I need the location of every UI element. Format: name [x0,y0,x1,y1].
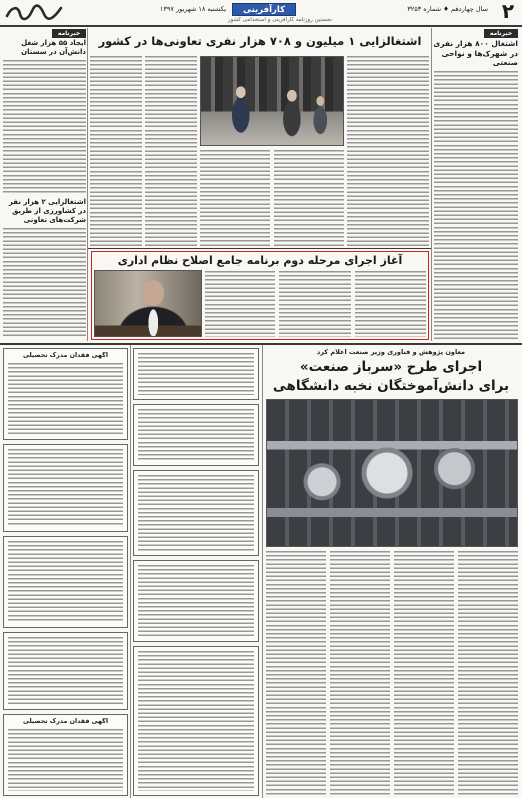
column-divider [431,28,432,341]
classified-ad [133,646,259,796]
classified-ad [133,404,259,466]
classified-ad-text [8,637,123,705]
article-body-text [90,56,142,246]
classified-ad-title: آگهی فقدان مدرک تحصیلی [23,718,108,725]
page-number: ۲ [501,0,515,23]
brief-headline: اشتغالزایی ۲ هزار نفر در کشاورزی از طریق شرکت‌های تعاونی [8,198,86,224]
section-title: کارآفرینی [232,3,296,16]
classified-ad [133,560,259,642]
article-body-text [200,150,270,246]
article-body-text [330,551,390,795]
classified-ad-text [8,541,123,623]
classified-ad [3,444,128,532]
brief-headline: ایجاد ۵۵ هزار شغل دانش‌آن در سستان [21,39,86,56]
article-body-text [355,271,426,337]
classified-ad-title: آگهی فقدان مدرک تحصیلی [23,352,108,359]
article-body-text [205,271,275,337]
section-rule [0,343,522,345]
lead-headline: اشتغالزایی ۱ میلیون و ۷۰۸ هزار نفری تعاونی‌ها در کشور [98,34,422,48]
feature-headline: برای دانش‌آموختگان نخبه دانشگاهی [272,378,510,394]
article-body-text [3,228,86,338]
official-portrait-photo [94,270,202,337]
classified-ad-text [138,353,254,395]
second-article-headline: آغاز اجرای مرحله دوم برنامه جامع اصلاح نظام اداری [117,254,403,267]
classified-ad [3,536,128,628]
classified-ad [133,470,259,556]
classified-ad-text [138,565,254,637]
news-brief-label: خبرنامه [484,29,518,38]
article-body-text [3,60,86,194]
header-rule [0,25,522,27]
article-body-text [347,56,429,246]
classified-ad-text [8,729,123,791]
article-body-text [145,56,197,246]
classified-ad [133,348,259,400]
article-rule [88,248,431,249]
column-divider [262,345,263,798]
article-body-text [266,551,326,795]
news-brief-label: خبرنامه [52,29,86,38]
classified-ad [3,714,128,796]
feature-kicker: معاون پژوهش و فناوری وزیر صنعت اعلام کرد [316,348,466,356]
issue-date: یکشنبه ۱۸ شهریور ۱۳۹۷ [159,5,226,13]
article-body-text [274,150,344,246]
classified-ad-text [138,409,254,461]
article-body-text [458,551,518,795]
newspaper-logo [4,2,64,22]
newspaper-tagline: نخستین روزنامه کارآفرینی و استخدامی کشور [227,17,333,23]
classified-ad-text [8,363,123,435]
logo-stroke [7,6,61,19]
article-body-text [434,71,518,339]
article-body-text [279,271,351,337]
classified-ad-text [138,651,254,791]
classified-ad-text [8,449,123,527]
feature-headline: اجرای طرح «سرباز صنعت» [299,359,483,375]
industrial-machinery-photo [266,399,518,547]
article-body-text [394,551,454,795]
classified-ad-text [138,475,254,551]
brief-headline: اشتغال ۸۰۰ هزار نفری در شهرک‌ها و نواحی صنعتی [433,39,518,67]
classified-ad [3,348,128,440]
column-divider [87,28,88,341]
factory-workers-photo [200,56,344,146]
column-divider [130,345,131,798]
classified-ad [3,632,128,710]
issue-info: سال چهاردهم ♦ شماره ۳۲۵۳ [407,5,488,13]
